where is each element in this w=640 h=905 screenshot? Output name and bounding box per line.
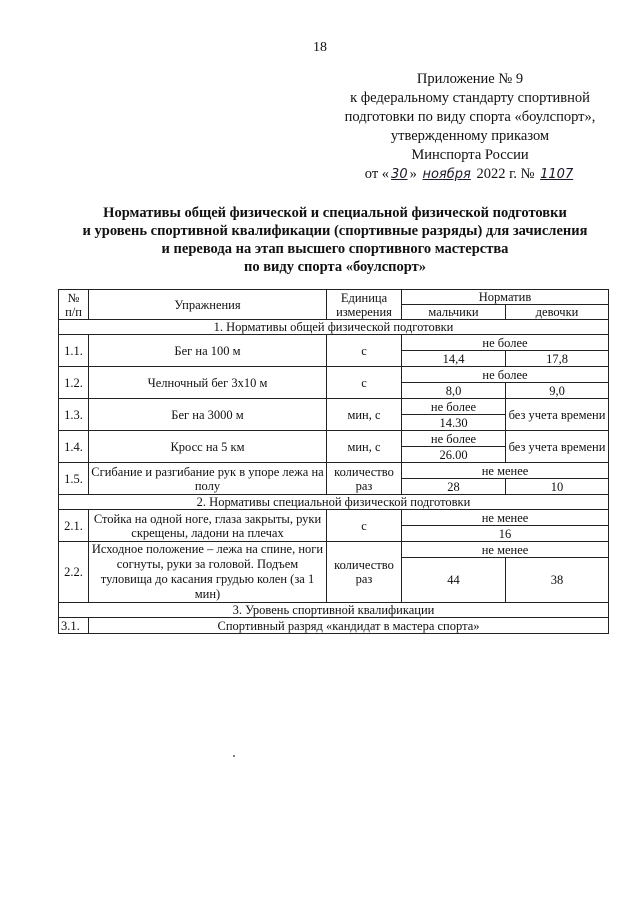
row-condition: не менее: [402, 463, 609, 479]
value-girls: без учета времени: [506, 431, 609, 463]
row-condition: не более: [402, 431, 506, 447]
row-exercise: Бег на 100 м: [89, 335, 327, 367]
table-row: [59, 399, 609, 415]
row-condition: не более: [402, 399, 506, 415]
row-exercise: Бег на 3000 м: [89, 399, 327, 431]
date-prefix: от «: [364, 166, 390, 182]
section-title: 2. Нормативы специальной физической подготовки: [59, 495, 609, 510]
row-exercise: Сгибание и разгибание рук в упоре лежа на полу: [89, 463, 327, 495]
value-common: 16: [402, 526, 609, 542]
row-num: 2.1.: [59, 510, 89, 542]
section-title: 3. Уровень спортивной квалификации: [59, 603, 609, 618]
row-unit: с: [327, 367, 402, 399]
table-row: [59, 618, 609, 634]
appendix-line: к федеральному стандарту спортивной: [350, 90, 590, 106]
value-girls: 10: [506, 479, 609, 495]
title-line: по виду спорта «боулспорт»: [243, 259, 427, 275]
header-girls: девочки: [506, 305, 609, 320]
value-boys: 8,0: [402, 383, 506, 399]
title-line: и перевода на этап высшего спортивного мастерства: [161, 241, 509, 257]
norms-table: [58, 289, 609, 634]
document-title: [40, 204, 630, 276]
header-norm: Норматив: [402, 290, 609, 305]
value-boys: 28: [402, 479, 506, 495]
section-title: 1. Нормативы общей физической подготовки: [59, 320, 609, 335]
row-condition: не менее: [402, 542, 609, 558]
appendix-date-line: [330, 165, 610, 184]
row-unit: мин, с: [327, 431, 402, 463]
table-row: [59, 542, 609, 558]
row-num: 1.4.: [59, 431, 89, 463]
page-number: 18: [313, 40, 327, 55]
row-condition: не менее: [402, 510, 609, 526]
handwritten-month: ноября: [422, 167, 471, 182]
row-exercise: Стойка на одной ноге, глаза закрыты, руки скрещены, ладони на плечах: [89, 510, 327, 542]
row-exercise: Челночный бег 3х10 м: [89, 367, 327, 399]
row-unit: количество раз: [327, 463, 402, 495]
scan-speck: [233, 755, 235, 757]
table-row: [59, 367, 609, 383]
header-boys: мальчики: [402, 305, 506, 320]
header-exercise: Упражнения: [89, 290, 327, 320]
table-header-row: [59, 290, 609, 305]
row-num: 2.2.: [59, 542, 89, 603]
row-unit: количество раз: [327, 542, 402, 603]
row-num: 3.1.: [59, 618, 89, 634]
table-row: [59, 463, 609, 479]
row-qualification: Спортивный разряд «кандидат в мастера спорта»: [89, 618, 609, 634]
value-girls: 9,0: [506, 383, 609, 399]
value-boys: 14,4: [402, 351, 506, 367]
row-condition: не более: [402, 335, 609, 351]
title-line: и уровень спортивной квалификации (спортивные разряды) для зачисления: [82, 223, 588, 239]
header-unit: Единица измерения: [327, 290, 402, 320]
header-num: № п/п: [59, 290, 89, 320]
row-num: 1.3.: [59, 399, 89, 431]
table-row: [59, 431, 609, 447]
value-girls: без учета времени: [506, 399, 609, 431]
row-unit: с: [327, 335, 402, 367]
table-row: [59, 510, 609, 526]
date-mid: »: [409, 166, 417, 182]
value-girls: 38: [506, 558, 609, 603]
row-num: 1.2.: [59, 367, 89, 399]
handwritten-day: 30: [391, 167, 408, 182]
section-row: [59, 320, 609, 335]
row-unit: мин, с: [327, 399, 402, 431]
row-exercise: Кросс на 5 км: [89, 431, 327, 463]
value-boys: 44: [402, 558, 506, 603]
value-girls: 17,8: [506, 351, 609, 367]
row-num: 1.1.: [59, 335, 89, 367]
value-boys: 26.00: [402, 447, 506, 463]
row-num: 1.5.: [59, 463, 89, 495]
appendix-line: подготовки по виду спорта «боулспорт»,: [344, 109, 596, 125]
row-unit: с: [327, 510, 402, 542]
title-line: Нормативы общей физической и специальной физической подготовки: [103, 205, 567, 221]
row-exercise: Исходное положение – лежа на спине, ноги согнуты, руки за головой. Подъем туловища до касания грудью колен (за 1 мин): [89, 542, 327, 603]
date-year: 2022 г. №: [476, 166, 535, 182]
appendix-line: Минспорта России: [411, 147, 529, 163]
appendix-line: утвержденному приказом: [390, 128, 550, 144]
section-row: [59, 603, 609, 618]
handwritten-number: 1107: [540, 167, 574, 182]
value-boys: 14.30: [402, 415, 506, 431]
section-row: [59, 495, 609, 510]
row-condition: не более: [402, 367, 609, 383]
appendix-block: [330, 70, 610, 184]
appendix-title: Приложение № 9: [416, 71, 524, 87]
table-row: [59, 335, 609, 351]
